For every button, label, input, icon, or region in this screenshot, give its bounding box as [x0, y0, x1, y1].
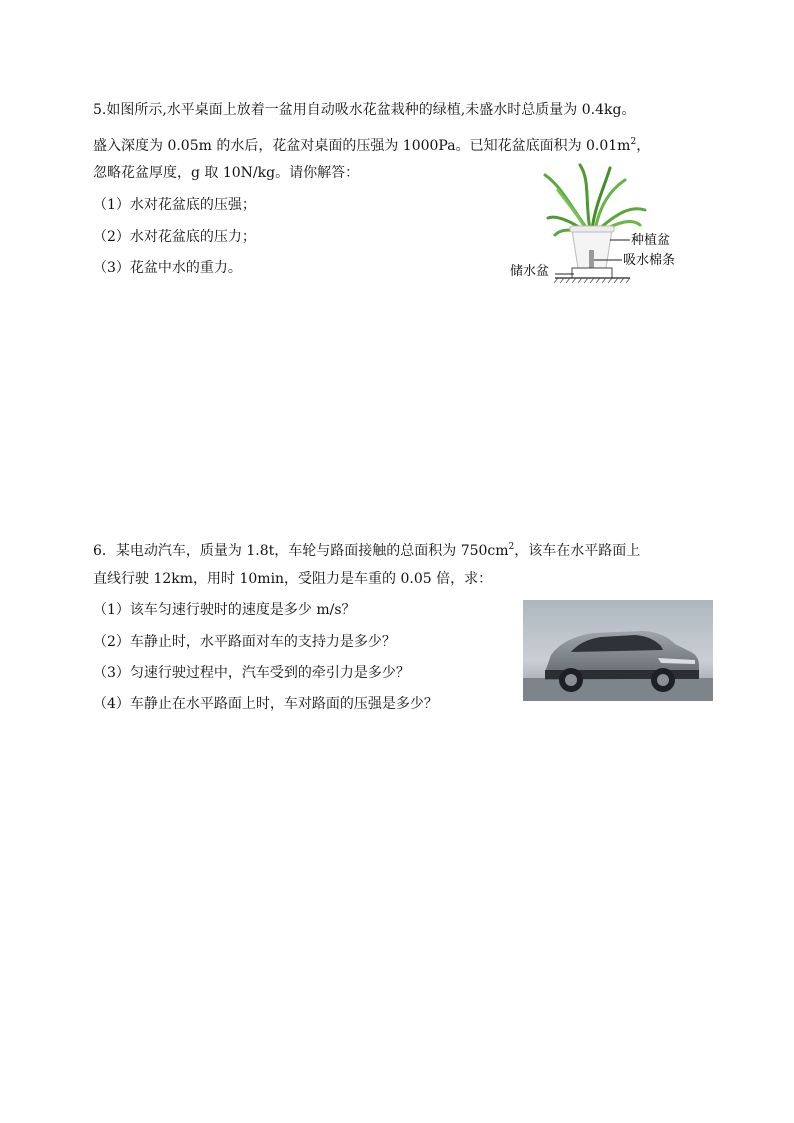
water-tray	[572, 268, 612, 278]
plant-leaves-icon	[545, 165, 645, 235]
label-planting-pot: 种植盆	[631, 233, 671, 248]
pot-rim	[570, 226, 614, 232]
q6-subquestion-3: （3）匀速行驶过程中，汽车受到的牵引力是多少？	[93, 665, 410, 681]
q5-stem-line2-text: 盛入深度为 0.05m 的水后，花盆对桌面的压强为 1000Pa。已知花盆底面积为 0.01m	[93, 138, 631, 154]
q5-subquestion-2: （2）水对花盆底的压力；	[93, 229, 256, 245]
label-wick: 吸水棉条	[623, 253, 676, 268]
q6-stem-line2: 直线行驶 12km，用时 10min，受阻力是车重的 0.05 倍，求：	[93, 571, 493, 587]
q5-stem-line2-end: ，	[636, 138, 651, 154]
q5-subquestion-3: （3）花盆中水的重力。	[93, 260, 242, 276]
q5-stem-line1: 5.如图所示,水平桌面上放着一盆用自动吸水花盆栽种的绿植,未盛水时总质量为 0.4kg。	[93, 102, 636, 118]
ground-hatch	[554, 278, 630, 283]
road-surface	[523, 678, 713, 701]
q6-stem-line1	[93, 537, 640, 561]
q6-subquestion-2: （2）车静止时，水平路面对车的支持力是多少？	[93, 634, 396, 650]
electric-car-photo	[523, 600, 713, 701]
q6-superscript: 2	[508, 542, 515, 552]
q6-stem-line1-end: ，该车在水平路面上	[514, 543, 641, 559]
q5-superscript: 2	[630, 137, 637, 147]
q5-stem-line3: 忽略花盆厚度，g 取 10N/kg。请你解答：	[93, 165, 360, 181]
q6-stem-line1-text: 6．某电动汽车，质量为 1.8t，车轮与路面接触的总面积为 750cm	[93, 543, 509, 559]
flowerpot-figure	[500, 160, 720, 285]
q5-stem-line2	[93, 132, 650, 156]
q6-subquestion-4: （4）车静止在水平路面上时，车对路面的压强是多少？	[93, 696, 438, 712]
q6-subquestion-1: （1）该车匀速行驶时的速度是多少 m/s？	[93, 602, 356, 618]
q5-subquestion-1: （1）水对花盆底的压强；	[93, 197, 256, 213]
label-water-tray: 储水盆	[510, 264, 550, 279]
